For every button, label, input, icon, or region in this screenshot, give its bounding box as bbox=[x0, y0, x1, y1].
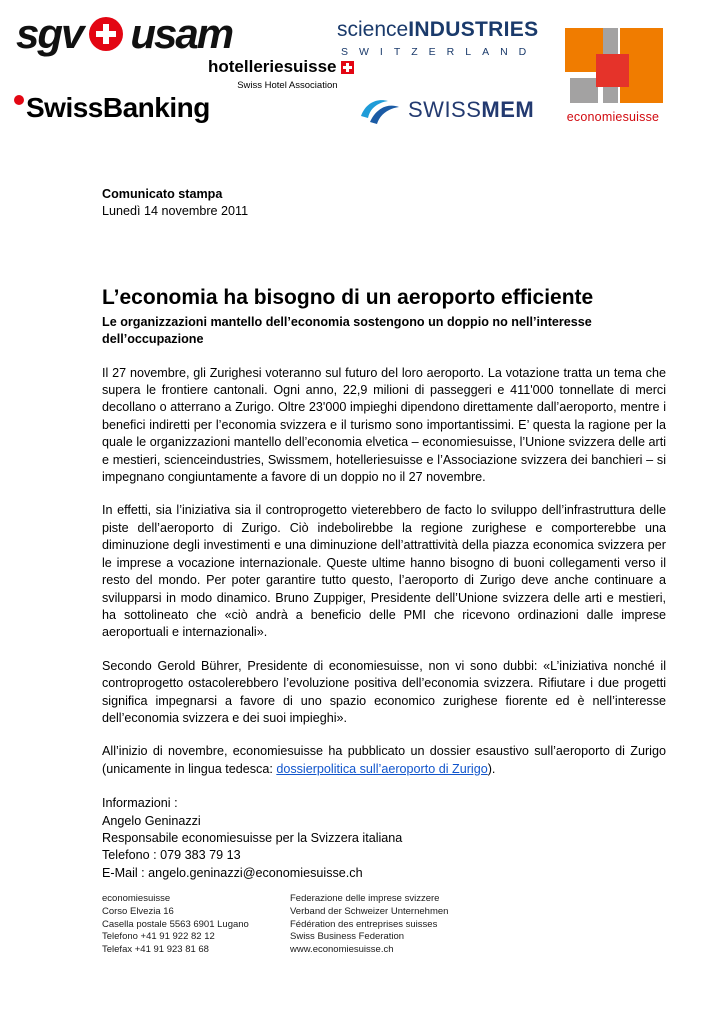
economiesuisse-text: economiesuisse bbox=[566, 110, 660, 124]
footer-federation-it: Federazione delle imprese svizzere bbox=[290, 893, 440, 904]
swiss-cross-circle-icon bbox=[88, 16, 124, 52]
page-subtitle: Le organizzazioni mantello dell’economia sostengono un doppio no nell’interesse dell’occupazione bbox=[102, 314, 592, 347]
swissmem-wordmark bbox=[408, 97, 534, 123]
scienceindustries-wordmark bbox=[337, 18, 538, 42]
contact-name: Angelo Geninazzi bbox=[102, 813, 201, 828]
economiesuisse-logo bbox=[563, 28, 663, 124]
sgv-usam-logo bbox=[16, 10, 232, 58]
es-block-gray-square bbox=[570, 78, 598, 103]
swissbanking-text: SwissBanking bbox=[26, 92, 210, 123]
footer-fax: Telefax +41 91 923 81 68 bbox=[102, 944, 209, 956]
footer-address-column bbox=[102, 893, 290, 957]
date-line: Lunedì 14 novembre 2011 bbox=[102, 204, 249, 219]
page-title: L’economia ha bisogno di un aeroporto efficiente bbox=[102, 285, 594, 309]
hotelleriesuisse-text: hotelleriesuisse bbox=[208, 57, 337, 76]
swissmem-logo bbox=[358, 94, 534, 126]
industries-text: INDUSTRIES bbox=[408, 18, 539, 41]
es-block-red-square bbox=[596, 54, 629, 87]
paragraph-1: Il 27 novembre, gli Zurighesi voteranno sul futuro del loro aeroporto. La votazione tratta un tema che supera le frontiere cantonali. Ogni anno, 22,9 milioni di passeggeri e 411'000 tonnellate di merci decollano o atterrano a Zurigo. Oltre 23'000 impieghi dipendono direttamente dall’aeroporto, mentre i benefici indiretti per l’economia svizzera e il turismo sono importantissimi. E’ questa la ragione per la quale le organizzazioni mantello dell’economia elvetica – economiesuisse, l’Unione svizzera delle arti e mestieri, scienceindustries, Swissmem, hotelleriesuisse e l’Associazione svizzera dei banchieri – si impegnano congiuntamente a favore di un doppio no il 27 novembre. bbox=[102, 365, 666, 485]
contact-email: E-Mail : angelo.geninazzi@economiesuisse.ch bbox=[102, 865, 363, 880]
footer-federation-de: Verband der Schweizer Unternehmen bbox=[290, 905, 449, 917]
contact-phone: Telefono : 079 383 79 13 bbox=[102, 848, 241, 863]
footer bbox=[102, 893, 448, 957]
dossierpolitica-link[interactable]: dossierpolitica sull’aeroporto di Zurigo bbox=[276, 761, 488, 776]
hotelleriesuisse-wordmark bbox=[208, 57, 354, 77]
swissbanking-logo bbox=[14, 92, 210, 124]
link-paragraph-before: All’inizio di novembre, economiesuisse ha pubblicato un dossier esaustivo sull’aeroporto di Zurigo (unicamente in lingua tedesca: bbox=[102, 744, 666, 776]
economiesuisse-mark-icon bbox=[563, 28, 663, 103]
paragraph-2: In effetti, sia l’iniziativa sia il controprogetto vieterebbero de facto lo sviluppo dell’infrastruttura delle piste dell’aeroporto di Zurigo. Ciò indebolirebbe la regione zurighese e comporterebbe una diminuzione degli investimenti e una diminuzione dell’attrattività della piazza economica svizzera per le imprese a vocazione internazionale. Queste ultime hanno bisogno di buoni collegamenti verso il resto del mondo. Per poter garantire tutto questo, l’aeroporto di Zurigo deve anche continuare a svilupparsi in modo dinamico. Bruno Zuppiger, Presidente dell’Unione svizzera delle arti e mestieri, ha sottolineato che «ciò andrà a beneficio delle PMI che ricevono ordinazioni dalle imprese aeroportuali e internazionali». bbox=[102, 503, 666, 640]
paragraph-3: Secondo Gerold Bührer, Presidente di economiesuisse, non vi sono dubbi: «L’iniziativa nonché il controprogetto ostacolerebbero l’evoluzione positiva dell’economia svizzera. Rifiutare i due progetti significa impegnarsi a favore di uno spazio economico zurighese fiorente ed è nell’interesse dell’economia svizzera e dei suoi impieghi». bbox=[102, 658, 666, 725]
contact-block bbox=[102, 795, 666, 882]
mem-text: MEM bbox=[481, 97, 535, 122]
footer-federation-fr: Fédération des entreprises suisses bbox=[290, 918, 438, 930]
red-dot-icon bbox=[14, 95, 24, 105]
link-paragraph-after: ). bbox=[487, 761, 496, 776]
usam-text: usam bbox=[130, 10, 233, 57]
swiss-cross-icon bbox=[341, 61, 354, 74]
press-release-label: Comunicato stampa bbox=[102, 187, 223, 201]
footer-org-name: economiesuisse bbox=[102, 893, 171, 904]
science-text: science bbox=[337, 18, 409, 41]
paragraph-4 bbox=[102, 743, 666, 778]
contact-heading: Informazioni : bbox=[102, 796, 178, 811]
swissmem-swoosh-icon bbox=[358, 94, 402, 126]
document-body bbox=[102, 150, 666, 882]
footer-street: Corso Elvezia 16 bbox=[102, 905, 174, 917]
sgv-text: sgv bbox=[16, 10, 83, 57]
footer-phone: Telefono +41 91 922 82 12 bbox=[102, 931, 215, 943]
swiss-text: SWISS bbox=[408, 97, 482, 122]
switzerland-text: SWITZERLAND bbox=[341, 46, 538, 58]
contact-role: Responsabile economiesuisse per la Svizzera italiana bbox=[102, 830, 403, 845]
scienceindustries-logo bbox=[337, 18, 538, 58]
hotelleriesuisse-logo bbox=[208, 57, 354, 91]
footer-federation-en: Swiss Business Federation bbox=[290, 931, 405, 943]
footer-federation-column bbox=[290, 893, 448, 957]
footer-website: www.economiesuisse.ch bbox=[290, 944, 394, 956]
hotelleriesuisse-subtitle: Swiss Hotel Association bbox=[237, 80, 338, 91]
logo-header bbox=[0, 0, 725, 150]
footer-postal: Casella postale 5563 6901 Lugano bbox=[102, 918, 249, 930]
